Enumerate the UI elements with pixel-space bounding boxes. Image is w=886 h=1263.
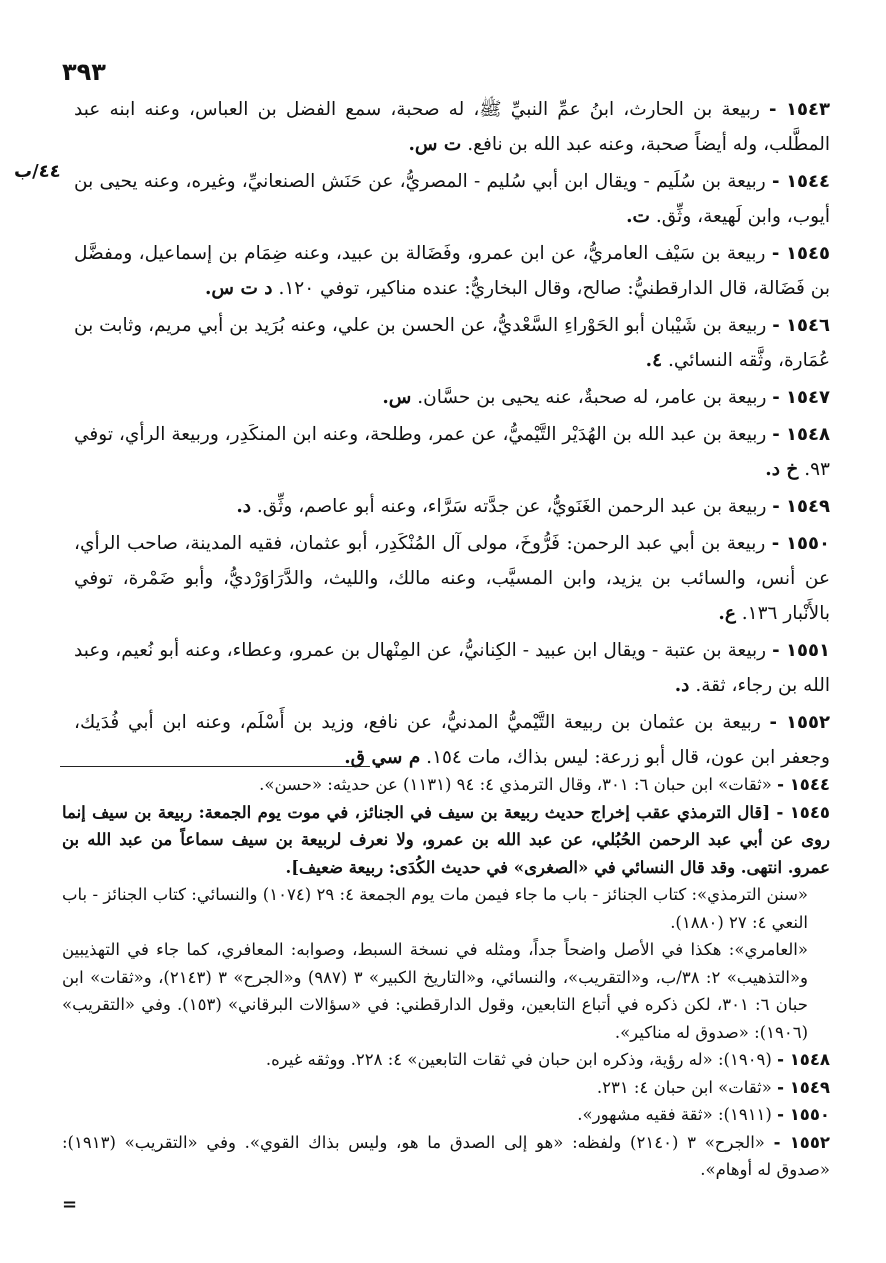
entry-1551: ١٥٥١ - ربيعة بن عتبة - ويقال ابن عبيد - الكِنانيُّ، عن المِنْهال بن عمرو، وعطاء، وعنه أبو نُعيم، وعبد الله بن رجاء، ثقة. د.	[74, 640, 830, 696]
note-1552: ١٥٥٢ - «الجرح» ٣ (٢١٤٠) ولفظه: «هو إلى الصدق ما هو، وليس بذاك القوي». وفي «التقريب» (١٩١٣): «صدوق له أوهام».	[62, 1132, 831, 1179]
main-text	[74, 92, 830, 777]
note-1545-sources: «سنن الترمذي»: كتاب الجنائز - باب ما جاء فيمن مات يوم الجمعة ٤: ٢٩ (١٠٧٤) والنسائي: كتاب الجنائز - باب النعي ٤: ٢٧ (١٨٨٠).	[62, 885, 809, 932]
entry-1548: ١٥٤٨ - ربيعة بن عبد الله بن الهُدَيْر التَّيْميُّ، عن عمر، وطلحة، وعنه ابن المنكَدِر، وربيعة الرأي، توفي ٩٣. خ د.	[74, 424, 830, 480]
note-1544: ١٥٤٤ - «ثقات» ابن حبان ٦: ٣٠١، وقال الترمذي ٤: ٩٤ (١١٣١) عن حديثه: «حسن».	[259, 775, 830, 794]
continuation-mark: =	[62, 1194, 78, 1215]
note-1548: ١٥٤٨ - (١٩٠٩): «له رؤية، وذكره ابن حبان في ثقات التابعين» ٤: ٢٢٨. ووثقه غيره.	[265, 1050, 830, 1069]
note-1545: ١٥٤٥ - [قال الترمذي عقب إخراج حديث ربيعة بن سيف في الجنائز، في موت يوم الجمعة: ربيعة بن سيف إنما روى عن أبي عبد الرحمن الحُبُلي، عن عبد الله بن عمرو، ولا نعرف لربيعة بن سيف سماعاً من عبد الله بن عمرو. انتهى. وقد قال النسائي في «الصغرى» في حديث الكُدَى: ربيعة ضعيف].	[62, 802, 831, 877]
note-1550: ١٥٥٠ - (١٩١١): «ثقة فقيه مشهور».	[577, 1105, 830, 1124]
entry-1544: ١٥٤٤ - ربيعة بن سُلَيم - ويقال ابن أبي سُليم - المصريُّ، عن حَنَش الصنعانيِّ، وغيره، وعنه يحيى بن أيوب، وابن لَهيعة، وثِّق. ت.	[74, 171, 831, 227]
footnotes	[62, 771, 830, 1184]
entry-1550: ١٥٥٠ - ربيعة بن أبي عبد الرحمن: فَرُّوخَ، مولى آل المُنْكَدِر، أبو عثمان، فقيه المدينة، صاحب الرأي، عن أنس، والسائب بن يزيد، وابن المسيَّب، وعنه مالك، والليث، والدَّرَاوَرْديُّ، وأبو ضَمْرة، توفي بالأَنْبار ١٣٦. ع.	[74, 533, 830, 624]
page-number: ٣٩٣	[62, 58, 106, 86]
entry-1547: ١٥٤٧ - ربيعة بن عامر، له صحبةٌ، عنه يحيى بن حسَّان. س.	[382, 387, 830, 408]
entry-1549: ١٥٤٩ - ربيعة بن عبد الرحمن الغَنَويُّ، عن جدَّته سَرَّاء، وعنه أبو عاصم، وثِّق. د.	[236, 496, 830, 517]
entry-1546: ١٥٤٦ - ربيعة بن شَيْبان أبو الحَوْراءِ السَّعْديُّ، عن الحسن بن علي، وعنه بُرَيد بن أبي مريم، وثابت بن عُمَارة، وثَّقه النسائي. ٤.	[74, 315, 830, 371]
margin-folio-reference: ٤٤/ب	[14, 161, 61, 182]
entry-1545: ١٥٤٥ - ربيعة بن سَيْف العامريُّ، عن ابن عمرو، وفَضَالة بن عبيد، وعنه ضِمَام بن إسماعيل، ومفضَّل بن فَضَالة، قال الدارقطنيُّ: صالح، وقال البخاريُّ: عنده مناكير، توفي ١٢٠. د ت س.	[74, 243, 830, 299]
entry-1543: ١٥٤٣ - ربيعة بن الحارث، ابنُ عمِّ النبيِّ ﷺ، له صحبة، سمع الفضل بن العباس، وعنه ابنه عبد المطَّلب، وله أيضاً صحبة، وعنه عبد الله بن نافع. ت س.	[74, 99, 830, 155]
footnote-separator	[60, 766, 370, 767]
entry-1552: ١٥٥٢ - ربيعة بن عثمان بن ربيعة التَّيْميُّ المدنيُّ، عن نافع، وزيد بن أَسْلَم، وعنه ابن أبي فُدَيك، وجعفر ابن عون، قال أبو زرعة: ليس بذاك، مات ١٥٤. م سي ق.	[74, 712, 830, 768]
note-1545-amiri: «العامري»: هكذا في الأصل واضحاً جداً، ومثله في نسخة السبط، وصوابه: المعافري، كما جاء في التهذيبين و«التذهيب» ٢: ٣٨/ب، و«التقريب»، والنسائي، و«التاريخ الكبير» ٣ (٩٨٧) و«الجرح» ٣ (٢١٤٣)، و«ثقات» ابن حبان ٦: ٣٠١، لكن ذكره في أتباع التابعين، وقول الدارقطني: في «سؤالات البرقاني» (١٥٣). وفي «التقريب» (١٩٠٦): «صدوق له مناكير».	[62, 940, 809, 1042]
note-1549: ١٥٤٩ - «ثقات» ابن حبان ٤: ٢٣١.	[596, 1077, 830, 1097]
